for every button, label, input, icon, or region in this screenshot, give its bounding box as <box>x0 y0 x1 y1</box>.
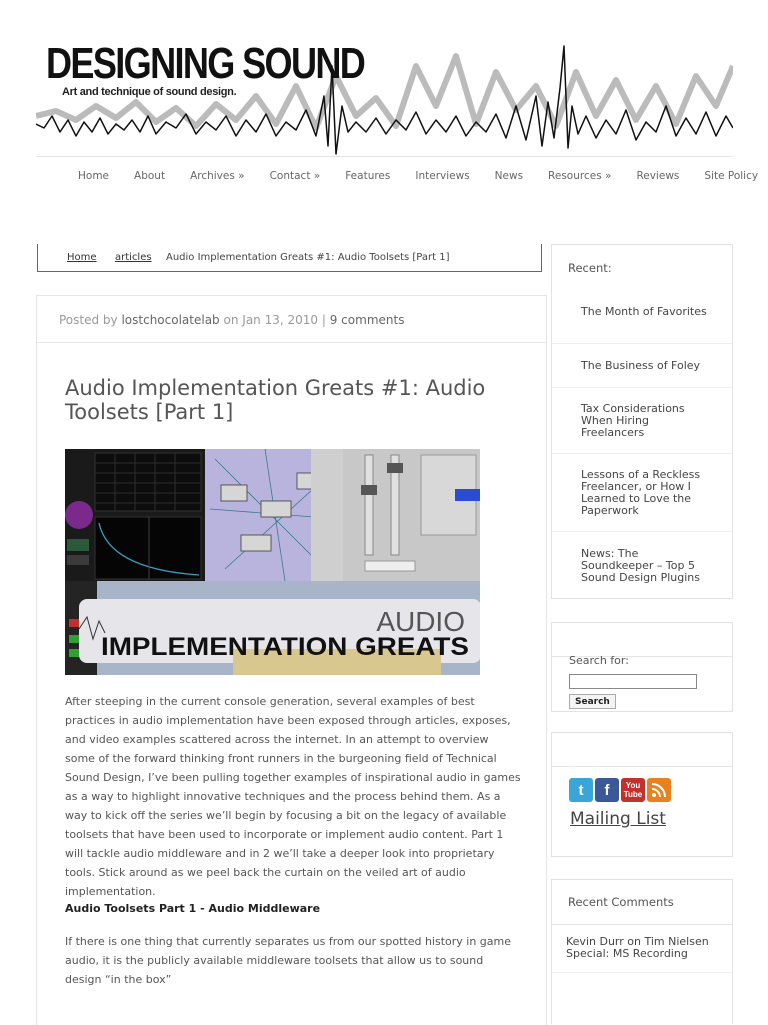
nav-site-policy[interactable]: Site Policy <box>704 170 759 182</box>
nav-interviews[interactable]: Interviews <box>415 170 470 182</box>
recent-posts-heading: Recent: <box>568 261 612 275</box>
site-title[interactable]: DESIGNING SOUND <box>46 39 365 88</box>
post-comments-link[interactable]: 9 comments <box>329 313 405 327</box>
hero-text-audio: AUDIO <box>376 606 465 637</box>
facebook-icon[interactable]: f <box>595 778 619 802</box>
header-divider <box>36 156 733 157</box>
post-meta <box>59 313 404 327</box>
hero-text-implementation-greats: IMPLEMENTATION GREATS <box>101 633 469 661</box>
recent-comments-divider <box>552 924 732 925</box>
rss-icon[interactable] <box>647 778 671 802</box>
social-widget-divider <box>552 766 732 767</box>
breadcrumb-home[interactable]: Home <box>67 252 97 263</box>
site-header <box>36 36 733 156</box>
search-input[interactable] <box>569 674 697 689</box>
post-subheading: Audio Toolsets Part 1 - Audio Middleware <box>65 902 321 915</box>
comment-author-link[interactable]: Kevin Durr <box>566 935 624 948</box>
post-date: Jan 13, 2010 <box>242 313 319 327</box>
nav-about[interactable]: About <box>134 170 166 182</box>
recent-posts-widget <box>551 244 733 599</box>
search-label: Search for: <box>569 654 629 667</box>
comment-on-label: on <box>627 935 641 948</box>
recent-post-link[interactable]: Tax Considerations When Hiring Freelancers <box>581 402 685 439</box>
recent-post-link[interactable]: The Month of Favorites <box>581 305 707 318</box>
youtube-icon[interactable] <box>621 778 645 802</box>
nav-news[interactable]: News <box>494 170 524 182</box>
youtube-icon-text-you: You <box>625 781 641 790</box>
post-intro-paragraph: After steeping in the current console generation, several examples of best practices in audio implementation have been exposed through articles, exposes, and video examples scattered across the internet. In an attempt to overview some of the forward thinking front runners in the burgeoning field of Technical Sound Design, I’ve been pulling together examples of inspirational audio in games as a way to highlight innovative techniques and the process behind them. As a way to kick off the series we’ll begin by focusing a bit on the legacy of available toolsets that have been used to incorporate or implement audio content. Part 1 will tackle audio middleware and in 2 we’ll take a deeper look into proprietary tools. Stick around as we peel back the curtain on the veiled art of audio implementation. <box>65 695 521 898</box>
posted-by-label: Posted by <box>59 313 118 327</box>
post-title: Audio Implementation Greats #1: Audio Toolsets [Part 1] <box>65 376 486 424</box>
search-widget <box>551 622 733 712</box>
post-on-label: on <box>223 313 239 327</box>
main-nav <box>78 170 768 182</box>
post-meta-separator: | <box>321 313 326 327</box>
breadcrumb-category[interactable]: articles <box>115 252 152 263</box>
twitter-icon[interactable]: t <box>569 778 593 802</box>
breadcrumb <box>37 244 542 272</box>
recent-comment-item <box>566 936 726 960</box>
post-paragraph-2: If there is one thing that currently separates us from our spotted history in game audio, it is the publicly available middleware toolsets that allow us to sound design “in the box” <box>65 935 512 986</box>
nav-reviews[interactable]: Reviews <box>636 170 680 182</box>
post-meta-bar <box>37 296 546 343</box>
youtube-icon-text-tube: Tube <box>623 790 643 799</box>
recent-comments-widget <box>551 879 733 1024</box>
nav-contact[interactable]: Contact » <box>269 170 321 182</box>
recent-separator <box>552 387 732 388</box>
recent-post-link[interactable]: The Business of Foley <box>581 359 701 372</box>
recent-separator <box>552 453 732 454</box>
nav-archives[interactable]: Archives » <box>190 170 245 182</box>
nav-home[interactable]: Home <box>78 170 110 182</box>
nav-features[interactable]: Features <box>345 170 391 182</box>
recent-comments-separator <box>552 972 732 973</box>
social-icons <box>569 778 671 802</box>
comment-post-link[interactable]: Tim Nielsen Special: MS Recording <box>566 935 709 960</box>
post-hero-image <box>65 449 480 675</box>
recent-post-link[interactable]: Lessons of a Reckless Freelancer, or How I Learned to Love the Paperwork <box>581 468 701 517</box>
site-tagline: Art and technique of sound design. <box>62 86 237 98</box>
post-author-link[interactable]: lostchocolatelab <box>121 313 220 327</box>
recent-separator <box>552 531 732 532</box>
post-article <box>36 295 547 1025</box>
nav-resources[interactable]: Resources » <box>548 170 612 182</box>
breadcrumb-current: Audio Implementation Greats #1: Audio Toolsets [Part 1] <box>166 252 450 263</box>
social-widget <box>551 732 733 857</box>
mailing-list-link[interactable]: Mailing List <box>570 809 666 829</box>
recent-separator <box>552 343 732 344</box>
recent-post-link[interactable]: News: The Soundkeeper – Top 5 Sound Design Plugins <box>581 547 701 584</box>
search-button[interactable]: Search <box>569 694 616 709</box>
hero-illustration <box>65 449 480 675</box>
recent-comments-heading: Recent Comments <box>568 895 674 909</box>
